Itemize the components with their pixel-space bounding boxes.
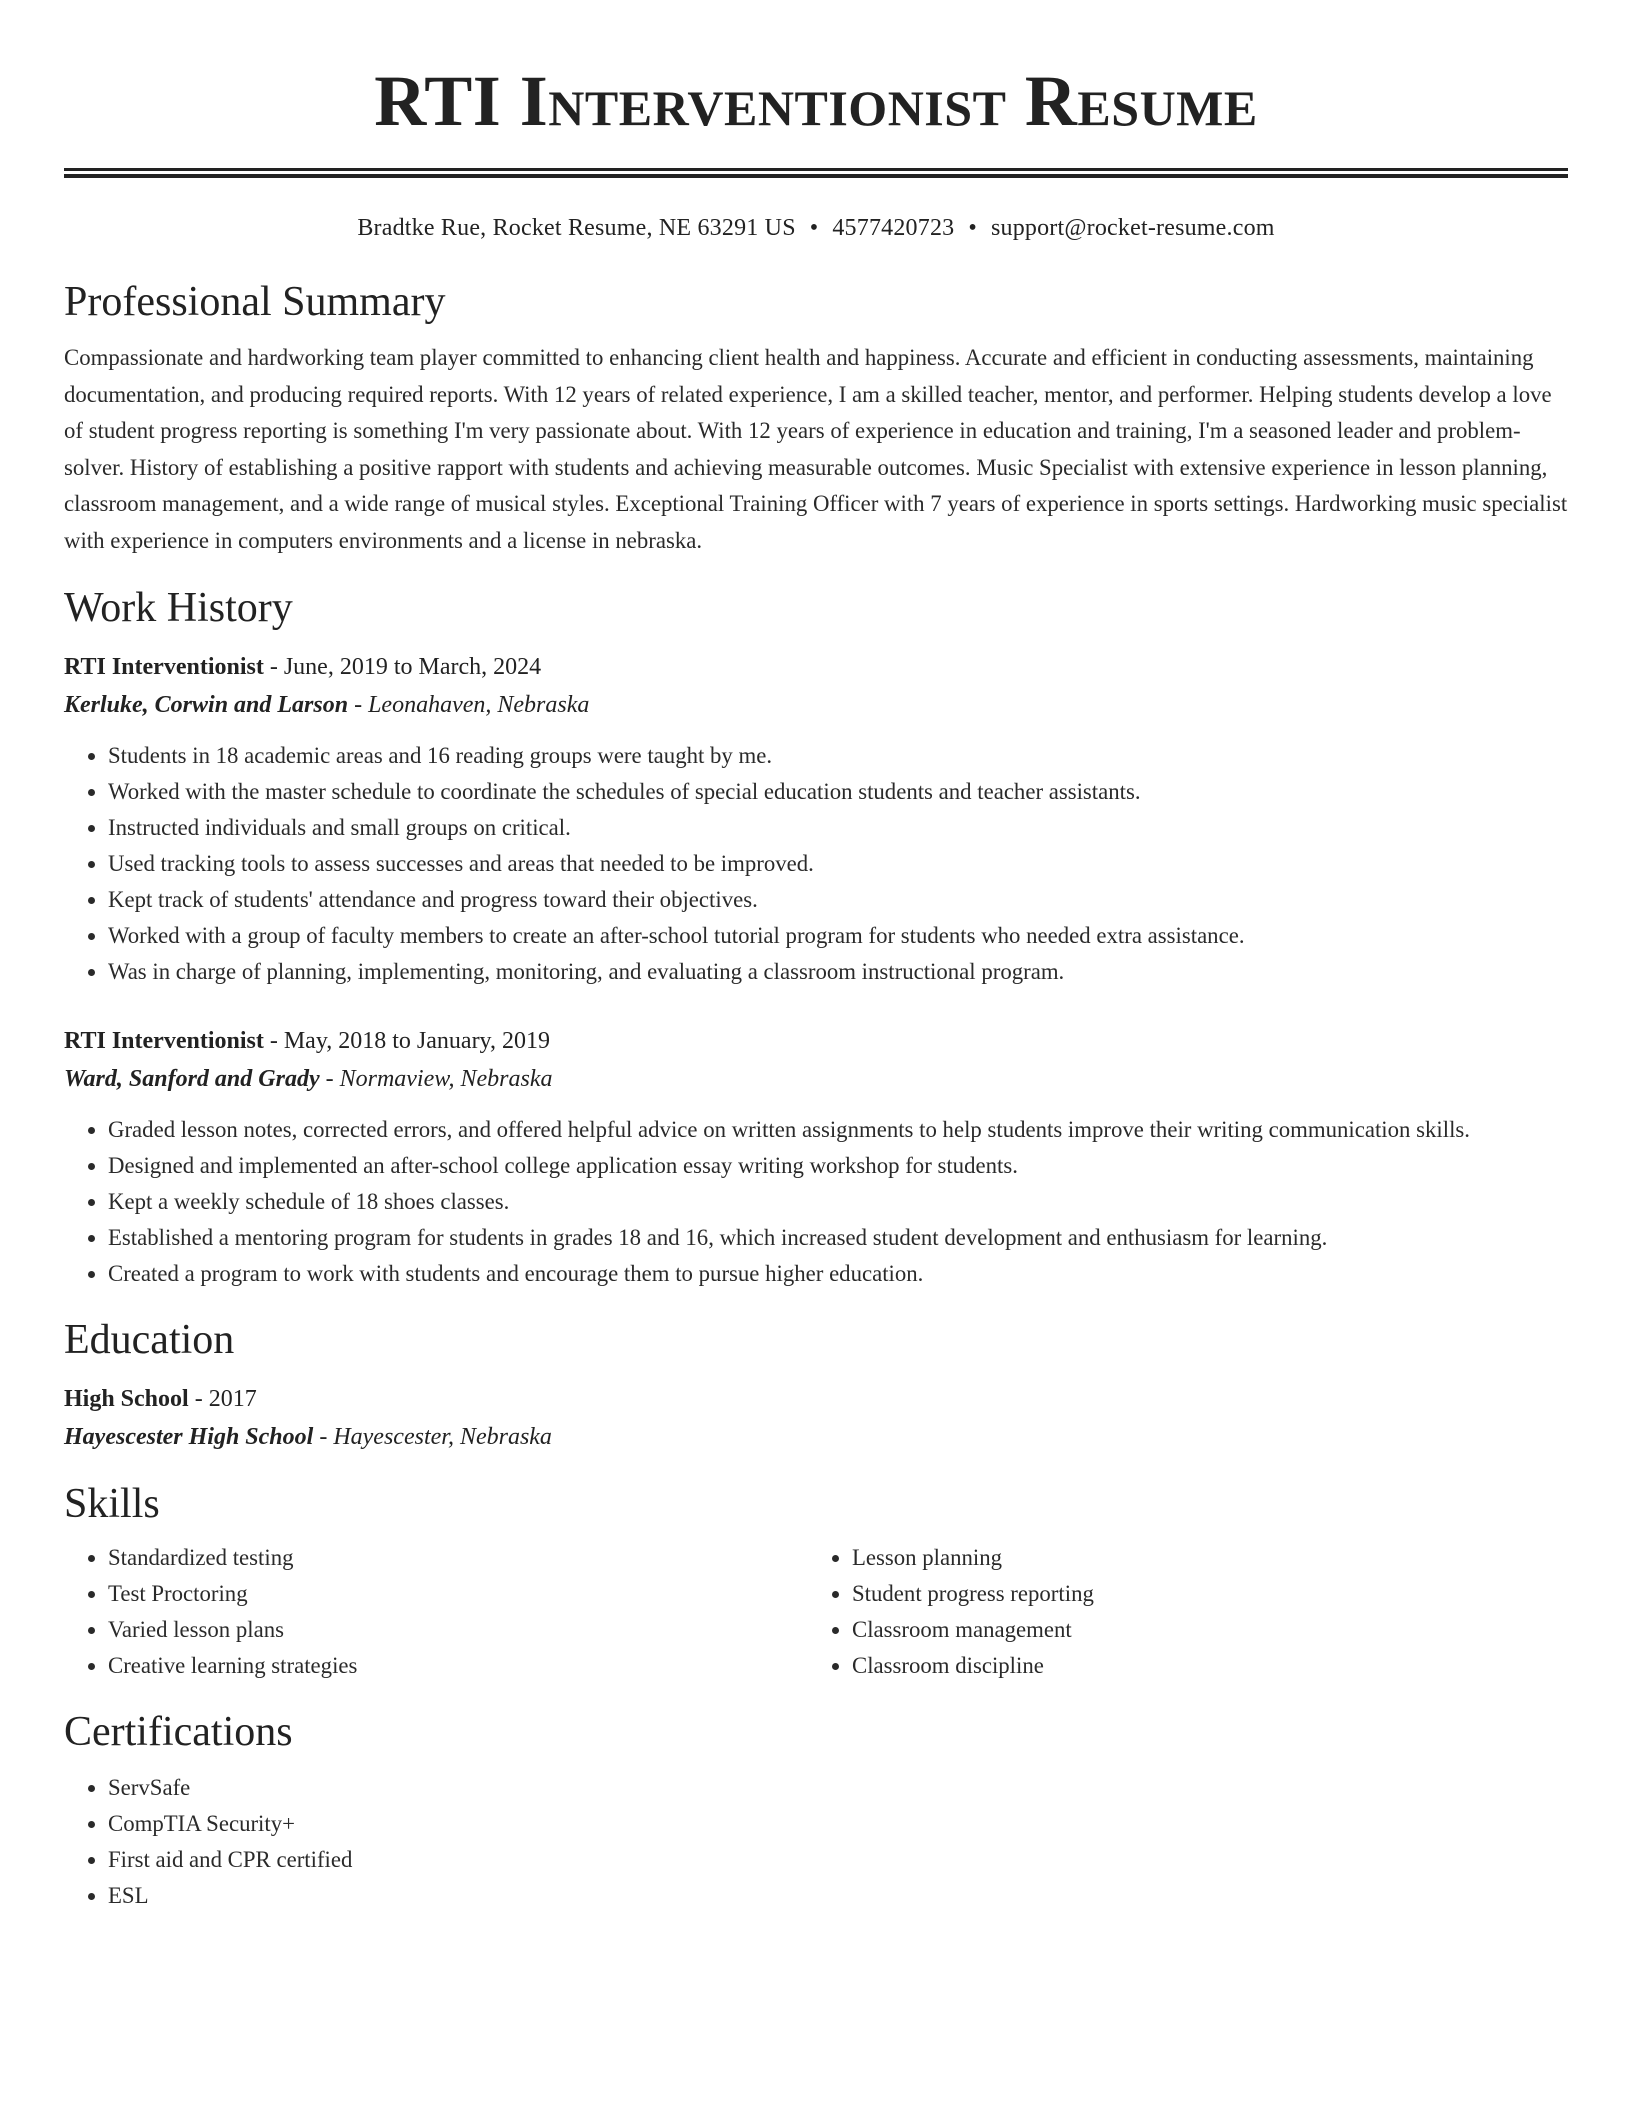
list-item: • Standardized testing — [108, 1540, 808, 1576]
resume-title: RTI Interventionist Resume — [374, 61, 1258, 141]
list-item: • Classroom discipline — [852, 1648, 1552, 1684]
list-item: • Kept track of students' attendance and progress toward their objectives. — [108, 882, 1568, 918]
list-item: • Was in charge of planning, implementing, monitoring, and evaluating a classroom instructional program. — [108, 954, 1568, 990]
skills-list-left — [64, 1540, 808, 1684]
school-location: - Hayescester, Nebraska — [313, 1423, 552, 1450]
list-item: • Worked with the master schedule to coordinate the schedules of special education students and teacher assistants. — [108, 774, 1568, 810]
job-company-line — [64, 1060, 1568, 1098]
bullet-separator: • — [968, 215, 977, 241]
list-item: • Varied lesson plans — [108, 1612, 808, 1648]
title-double-rule — [64, 168, 1568, 178]
job-dates: - June, 2019 to March, 2024 — [263, 653, 542, 680]
job-duties-list — [64, 738, 1568, 990]
certifications-heading: Certifications — [64, 1708, 293, 1755]
list-item: • Creative learning strategies — [108, 1648, 808, 1684]
job-entry — [64, 1022, 1568, 1292]
job-duties-list — [64, 1112, 1568, 1292]
list-item: • Test Proctoring — [108, 1576, 808, 1612]
skills-section — [64, 1480, 1568, 1684]
job-title-line — [64, 1022, 1568, 1060]
list-item: • Instructed individuals and small groups on critical. — [108, 810, 1568, 846]
list-item: • Designed and implemented an after-school college application essay writing workshop for students. — [108, 1148, 1568, 1184]
degree-line — [64, 1380, 1568, 1418]
job-title: RTI Interventionist — [64, 653, 264, 680]
summary-heading: Professional Summary — [64, 279, 446, 325]
job-dates: - May, 2018 to January, 2019 — [263, 1027, 550, 1054]
skills-list-right — [808, 1540, 1552, 1684]
education-heading: Education — [64, 1316, 235, 1363]
job-company-line — [64, 686, 1568, 724]
education-section — [64, 1316, 1568, 1456]
certifications-list — [64, 1770, 1568, 1914]
job-title: RTI Interventionist — [64, 1027, 264, 1054]
school-name: Hayescester High School — [64, 1423, 314, 1450]
list-item: • Kept a weekly schedule of 18 shoes classes. — [108, 1184, 1568, 1220]
summary-text: Compassionate and hardworking team player committed to enhancing client health and happiness. Accurate and efficient in conducting assessments, maintaining documentation, and producing required reports. With 12 years of related experience, I am a skilled teacher, mentor, and performer. Helping students develop a love of student progress reporting is something I'm very passionate about. With 12 years of experience in education and training, I'm a seasoned leader and problem-solver. History of establishing a positive rapport with students and achieving measurable outcomes. Music Specialist with extensive experience in lesson planning, classroom management, and a wide range of musical styles. Exceptional Training Officer with 7 years of experience in sports settings. Hardworking music specialist with experience in computers environments and a license in nebraska. — [64, 345, 1568, 553]
list-item: • Established a mentoring program for students in grades 18 and 16, which increased student development and enthusiasm for learning. — [108, 1220, 1568, 1256]
list-item: • Graded lesson notes, corrected errors, and offered helpful advice on written assignments to help students improve their writing communication skills. — [108, 1112, 1568, 1148]
list-item: • ServSafe — [108, 1770, 1568, 1806]
list-item: • Student progress reporting — [852, 1576, 1552, 1612]
bullet-separator: • — [809, 215, 819, 241]
graduation-year: - 2017 — [188, 1385, 257, 1412]
list-item: • First aid and CPR certified — [108, 1842, 1568, 1878]
degree: High School — [64, 1385, 189, 1412]
contact-address: Bradtke Rue, Rocket Resume, NE 63291 US — [357, 215, 796, 241]
job-company: Kerluke, Corwin and Larson — [64, 691, 349, 718]
list-item: • Students in 18 academic areas and 16 reading groups were taught by me. — [108, 738, 1568, 774]
education-entry — [64, 1380, 1568, 1456]
skills-columns — [64, 1540, 1568, 1684]
list-item: • Worked with a group of faculty members to create an after-school tutorial program for students who needed extra assistance. — [108, 918, 1568, 954]
list-item: • Used tracking tools to assess successes and areas that needed to be improved. — [108, 846, 1568, 882]
contact-phone: 4577420723 — [832, 215, 955, 241]
list-item: • ESL — [108, 1878, 1568, 1914]
job-company: Ward, Sanford and Grady — [64, 1065, 320, 1092]
list-item: • Created a program to work with students and encourage them to pursue higher education. — [108, 1256, 1568, 1292]
work-history-section — [64, 584, 1568, 1292]
list-item: • Lesson planning — [852, 1540, 1552, 1576]
school-line — [64, 1418, 1568, 1456]
job-location: - Leonahaven, Nebraska — [348, 691, 590, 718]
work-history-heading: Work History — [64, 584, 293, 631]
contact-email[interactable]: support@rocket-resume.com — [990, 215, 1275, 241]
contact-line — [64, 212, 1568, 244]
list-item: • CompTIA Security+ — [108, 1806, 1568, 1842]
summary-section — [64, 278, 1568, 560]
job-title-line — [64, 648, 1568, 686]
skills-heading: Skills — [64, 1480, 160, 1527]
certifications-section — [64, 1708, 1568, 1914]
job-entry — [64, 648, 1568, 990]
job-location: - Normaview, Nebraska — [319, 1065, 553, 1092]
list-item: • Classroom management — [852, 1612, 1552, 1648]
